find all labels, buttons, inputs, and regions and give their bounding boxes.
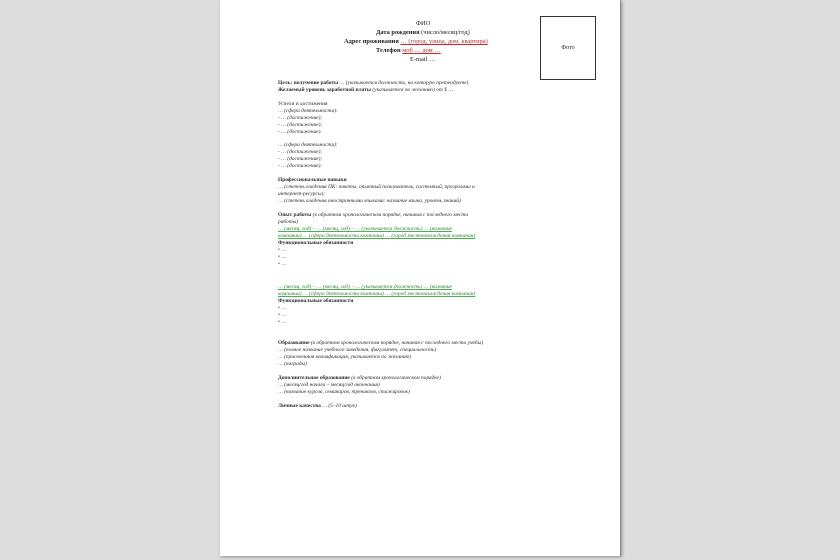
experience-line [278, 212, 588, 219]
duty-bullet: • … [278, 305, 287, 311]
education-line [278, 340, 588, 347]
achievements-title: Успехи и достижения [278, 101, 328, 107]
additional-detail: … (месяц/год начала – месяц/год окончания) [278, 382, 380, 388]
birth-label: Дата рождения [376, 29, 420, 36]
experience-note: (в обратном хронологическом порядке, начиная с последнего места [312, 212, 469, 218]
salary-label: Желаемый уровень заработной платы [278, 87, 372, 93]
goal-line [278, 80, 588, 87]
duty-bullet: • … [278, 254, 287, 260]
duty-bullet: • … [278, 319, 287, 325]
additional-note: (в обратном хронологическом порядке) [351, 375, 441, 381]
salary-line [278, 87, 588, 94]
address-value: … (город, улица, дом, квартира) [400, 38, 488, 45]
achievement-line: - … (достижение); [278, 149, 323, 155]
achievement-line: … (сфера деятельности): [278, 142, 338, 148]
education-detail: … (награды) [278, 361, 307, 367]
achievement-line: - … (достижение); [278, 122, 323, 128]
education-note: (в обратном хронологическом порядке, начиная с последнего места учебы) [310, 340, 484, 346]
phone-label: Телефон [376, 47, 401, 54]
achievement-line: - … (достижение). [278, 129, 322, 135]
personal-text: … (5–10 штук) [322, 403, 357, 409]
birth-value: (число/месяц/год) [421, 29, 470, 36]
duty-bullet: • … [278, 261, 287, 267]
salary-text: (указывается по желанию) от $ … [372, 87, 453, 93]
name-line: ФИО [416, 20, 431, 27]
additional-label: Дополнительное образование [278, 375, 350, 381]
resume-page [220, 0, 621, 556]
education-detail: … (присвоенная квалификация, указывается по желанию) [278, 354, 412, 360]
personal-line [278, 403, 588, 410]
skills-line: … (степень владения ПК: пакеты, опытный пользователь, системный, программы и [278, 184, 475, 190]
duties-label: Функциональные обязанности [278, 240, 354, 246]
education-detail: … (полное название учебного заведения, факультет, специальность) [278, 347, 437, 353]
achievement-line: … (сфера деятельности): [278, 108, 338, 114]
email-line: E-mail … [410, 56, 436, 63]
experience-title: Опыт работы [278, 212, 312, 218]
skills-line: интернет-ресурсы); [278, 191, 326, 197]
photo-placeholder [540, 16, 596, 80]
address-line [344, 38, 488, 45]
skills-line: … (степень владения иностранными языками: название языка, уровень знаний) [278, 198, 461, 204]
achievement-line: - … (достижение); [278, 156, 323, 162]
job-line: … (месяц, год) – … (месяц, год) – … (указывается должность) … (название [278, 226, 452, 232]
address-label: Адрес проживания [344, 38, 399, 45]
photo-label: Фото [561, 45, 575, 51]
phone-value: моб … дом … [402, 47, 441, 54]
job-line: … (месяц, год) – … (месяц, год) – … (указывается должность) … (название [278, 284, 452, 290]
additional-line [278, 375, 588, 382]
job-line: компании) … (сфера деятельности компании) … (город местонахождения компании) [278, 291, 476, 297]
birth-line [376, 29, 470, 36]
phone-line [376, 47, 441, 54]
education-label: Образование [278, 340, 310, 346]
resume-body [278, 80, 588, 410]
job-line: компании) … (сфера деятельности компании) … (город местонахождения компании) [278, 233, 476, 239]
experience-note-2: работы) [278, 219, 299, 225]
personal-label: Личные качества [278, 403, 321, 409]
duty-bullet: • … [278, 312, 287, 318]
achievement-line: - … (достижение). [278, 163, 322, 169]
duties-label: Функциональные обязанности [278, 298, 354, 304]
goal-text: … (указывается должность, на которую претендуете) [339, 80, 469, 86]
skills-title: Профессиональные навыки [278, 177, 347, 183]
goal-label: Цель: получение работы [278, 80, 339, 86]
achievement-line: - … (достижение); [278, 115, 323, 121]
additional-detail: … (название курсов, семинаров, тренингов, стажировок) [278, 389, 410, 395]
duty-bullet: • … [278, 247, 287, 253]
